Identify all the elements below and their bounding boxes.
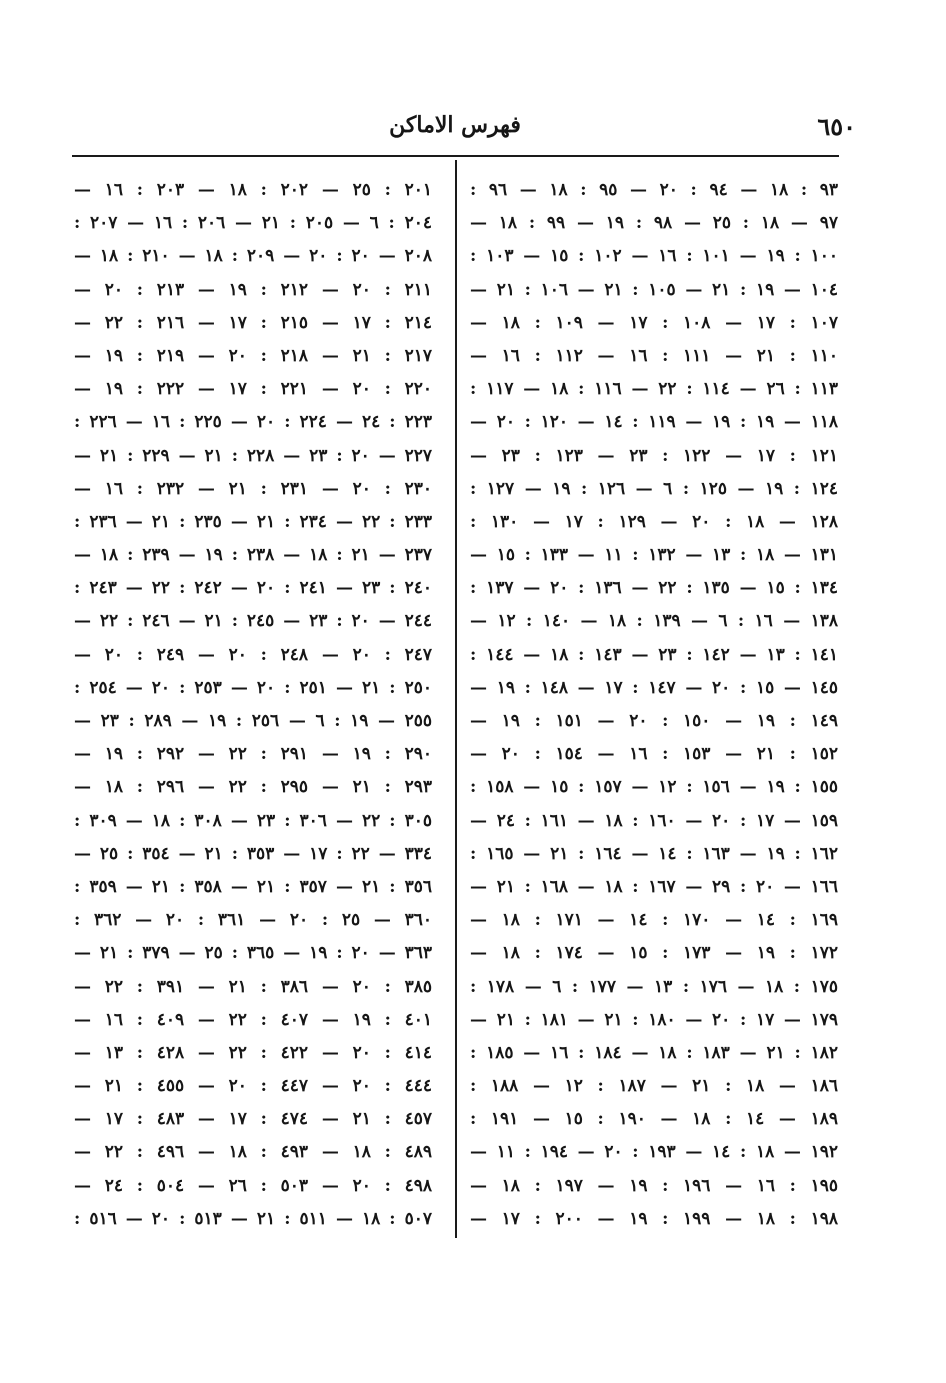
- index-line: ١٨٢ : ٢١ — ١٨٣ : ١٨ — ١٨٤ : ١٦ — ١٨٥ :: [470, 1042, 838, 1063]
- index-line: ٢٩٣ : ٢١ — ٢٩٥ : ٢٢ — ٢٩٦ : ١٨ —: [74, 777, 432, 798]
- index-line: ١٠٠ : ١٩ — ١٠١ : ١٦ — ١٠٢ : ١٥ — ١٠٣ :: [470, 246, 838, 267]
- index-line: ٢٩٠ : ١٩ — ٢٩١ : ٢٢ — ٢٩٢ : ١٩ —: [74, 744, 432, 765]
- page-title: فهرس الاماكن: [389, 112, 521, 138]
- index-line: ١٣١ — ١٨ : ١٣ — ١٣٢ : ١١ — ١٣٣ : ١٥ —: [470, 545, 838, 566]
- index-line: ٢٣٣ : ٢٢ — ٢٣٤ : ٢١ — ٢٣٥ : ٢١ — ٢٣٦ :: [74, 511, 432, 532]
- index-line: ٢٠١ : ٢٥ — ٢٠٢ : ١٨ — ٢٠٣ : ١٦ —: [74, 180, 432, 200]
- index-line: ١٣٤ : ١٥ — ١٣٥ : ٢٢ — ١٣٦ : ٢٠ — ١٣٧ :: [470, 578, 838, 599]
- index-line: ١٣٨ — ١٦ : ٦ — ١٣٩ : ١٨ — ١٤٠ : ١٢ —: [470, 611, 838, 632]
- index-line: ٤٨٩ : ١٨ — ٤٩٣ : ١٨ — ٤٩٦ : ٢٢ —: [74, 1142, 432, 1163]
- index-line: ١٩٢ — ١٨ : ١٤ — ١٩٣ : ٢٠ — ١٩٤ : ١١ —: [470, 1142, 838, 1163]
- index-line: ١٢١ : ١٧ — ١٢٢ : ٢٣ — ١٢٣ : ٢٣ —: [470, 445, 838, 466]
- index-line: ١٠٤ — ١٩ : ٢١ — ١٠٥ : ٢١ — ١٠٦ : ٢١ —: [470, 279, 838, 300]
- index-line: ٢٥٠ : ٢١ — ٢٥١ : ٢٠ — ٢٥٣ : ٢٠ — ٢٥٤ :: [74, 677, 432, 698]
- index-line: ٢٢٠ : ٢٠ — ٢٢١ : ١٧ — ٢٢٢ : ١٩ —: [74, 379, 432, 400]
- index-line: ١٦٦ — ٢٠ : ٢٩ — ١٦٧ : ١٨ — ١٦٨ : ٢١ —: [470, 876, 838, 897]
- index-line: ١٩٥ : ١٦ — ١٩٦ : ١٩ — ١٩٧ : ١٨ —: [470, 1175, 838, 1196]
- index-line: ١٧٥ : ١٨ — ١٧٦ : ١٣ — ١٧٧ : ٦ — ١٧٨ :: [470, 976, 838, 997]
- index-line: ١٩٨ : ١٨ — ١٩٩ : ١٩ — ٢٠٠ : ١٧ —: [470, 1208, 838, 1229]
- index-line: ١٤١ : ١٣ — ١٤٢ : ٢٣ — ١٤٣ : ١٨ — ١٤٤ :: [470, 644, 838, 665]
- index-line: ٣٠٥ : ٢٢ — ٣٠٦ : ٢٣ — ٣٠٨ : ١٨ — ٣٠٩ :: [74, 810, 432, 831]
- index-line: ٩٧ — ١٨ : ٢٥ — ٩٨ : ١٩ — ٩٩ : ١٨ —: [470, 213, 838, 234]
- index-line: ٢٤٠ : ٢٣ — ٢٤١ : ٢٠ — ٢٤٢ : ٢٢ — ٢٤٣ :: [74, 578, 432, 599]
- index-line: ٢٢٧ — ٢٠ : ٢٣ — ٢٢٨ : ٢١ — ٢٢٩ : ٢١ —: [74, 445, 433, 466]
- index-line: ٣٨٥ : ٢٠ — ٣٨٦ : ٢١ — ٣٩١ : ٢٢ —: [74, 976, 432, 997]
- index-line: ١٦٢ : ١٩ — ١٦٣ : ١٤ — ١٦٤ : ٢١ — ١٦٥ :: [470, 843, 838, 864]
- index-line: ٩٣ : ١٨ — ٩٤ : ٢٠ — ٩٥ : ١٨ — ٩٦ :: [470, 180, 838, 200]
- index-line: ٢١٤ : ١٧ — ٢١٥ : ١٧ — ٢١٦ : ٢٢ —: [74, 312, 432, 333]
- index-line: ١٢٤ : ١٩ — ١٢٥ : ٦ — ١٢٦ : ١٩ — ١٢٧ :: [470, 478, 838, 499]
- index-line: ٣٣٤ — ٢٢ : ١٧ — ٣٥٣ : ٢١ — ٣٥٤ : ٢٥ —: [74, 843, 433, 864]
- index-line: ١٥٢ : ٢١ — ١٥٣ : ١٦ — ١٥٤ : ٢٠ —: [470, 744, 838, 765]
- column-divider: [455, 160, 457, 1238]
- index-line: ٤٠١ : ١٩ — ٤٠٧ : ٢٢ — ٤٠٩ : ١٦ —: [74, 1009, 432, 1030]
- index-column-left: [74, 174, 432, 1236]
- index-line: ١٨٩ — ١٤ : ١٨ — ١٩٠ : ١٥ — ١٩١ :: [470, 1109, 838, 1130]
- index-line: ١٥٥ : ١٩ — ١٥٦ : ١٢ — ١٥٧ : ١٥ — ١٥٨ :: [470, 777, 838, 798]
- index-line: ١٦٩ : ١٤ — ١٧٠ : ١٤ — ١٧١ : ١٨ —: [470, 910, 838, 931]
- index-line: ٢٠٤ : ٦ — ٢٠٥ : ٢١ — ٢٠٦ : ١٦ — ٢٠٧ :: [74, 213, 432, 234]
- index-line: ٢٣٠ : ٢٠ — ٢٣١ : ٢١ — ٢٣٢ : ١٦ —: [74, 478, 432, 499]
- index-line: ٢٥٥ — ١٩ : ٦ — ٢٥٦ : ١٩ — ٢٨٩ : ٢٣ —: [74, 711, 432, 731]
- index-line: ٣٦٣ — ٢٠ : ١٩ — ٣٦٥ : ٢٥ — ٣٧٩ : ٢١ —: [74, 943, 433, 964]
- index-column-right: [470, 174, 838, 1236]
- index-line: ١١٠ : ٢١ — ١١١ : ١٦ — ١١٢ : ١٦ —: [470, 345, 838, 366]
- index-line: ٤٥٧ : ٢١ — ٤٧٤ : ١٧ — ٤٨٣ : ١٧ —: [74, 1109, 432, 1130]
- index-line: ١٧٩ — ١٧ : ٢٠ — ١٨٠ : ٢١ — ١٨١ : ٢١ —: [470, 1009, 838, 1030]
- index-line: ٢٤٧ : ٢٠ — ٢٤٨ : ٢٠ — ٢٤٩ : ٢٠ —: [74, 644, 432, 665]
- index-line: ٣٥٦ : ٢١ — ٣٥٧ : ٢١ — ٣٥٨ : ٢١ — ٣٥٩ :: [74, 876, 432, 897]
- index-line: ٣٦٠ — ٢٥ : ٢٠ — ٣٦١ : ٢٠ — ٣٦٢ :: [74, 910, 432, 931]
- index-line: ١١٣ : ٢٦ — ١١٤ : ٢٢ — ١١٦ : ١٨ — ١١٧ :: [470, 379, 838, 400]
- index-line: ١١٨ — ١٩ : ١٩ — ١١٩ : ١٤ — ١٢٠ : ٢٠ —: [470, 412, 838, 433]
- index-line: ١٤٩ : ١٩ — ١٥٠ : ٢٠ — ١٥١ : ١٩ —: [470, 711, 838, 731]
- header-rule: [72, 155, 839, 157]
- index-line: ٢١٧ : ٢١ — ٢١٨ : ٢٠ — ٢١٩ : ١٩ —: [74, 345, 432, 366]
- index-line: ١٤٥ — ١٥ : ٢٠ — ١٤٧ : ١٧ — ١٤٨ : ١٩ —: [470, 677, 838, 698]
- index-line: ٥٠٧ : ١٨ — ٥١١ : ٢١ — ٥١٣ : ٢٠ — ٥١٦ :: [74, 1208, 432, 1229]
- index-line: ١٥٩ — ١٧ : ٢٠ — ١٦٠ : ١٨ — ١٦١ : ٢٤ —: [470, 810, 838, 831]
- index-line: ١٠٧ : ١٧ — ١٠٨ : ١٧ — ١٠٩ : ١٨ —: [470, 312, 838, 333]
- index-line: ٢٢٣ : ٢٤ — ٢٢٤ : ٢٠ — ٢٢٥ : ١٦ — ٢٢٦ :: [74, 412, 432, 433]
- index-line: ٤٤٤ : ٢٠ — ٤٤٧ : ٢٠ — ٤٥٥ : ٢١ —: [74, 1076, 432, 1097]
- index-line: ٤١٤ : ٢٠ — ٤٢٢ : ٢٢ — ٤٢٨ : ١٣ —: [74, 1042, 432, 1063]
- index-line: ١٢٨ — ١٨ : ٢٠ — ١٢٩ : ١٧ — ١٣٠ :: [470, 511, 838, 532]
- index-line: ٤٩٨ : ٢٠ — ٥٠٣ : ٢٦ — ٥٠٤ : ٢٤ —: [74, 1175, 432, 1196]
- index-line: ١٨٦ — ١٨ : ٢١ — ١٨٧ : ١٢ — ١٨٨ :: [470, 1076, 838, 1097]
- page-number: ٦٥٠: [817, 112, 856, 141]
- index-line: ١٧٢ : ١٩ — ١٧٣ : ١٥ — ١٧٤ : ١٨ —: [470, 943, 838, 964]
- index-line: ٢٠٨ — ٢٠ : ٢٠ — ٢٠٩ : ١٨ — ٢١٠ : ١٨ —: [74, 246, 433, 267]
- index-line: ٢١١ : ٢٠ — ٢١٢ : ١٩ — ٢١٣ : ٢٠ —: [74, 279, 432, 300]
- index-line: ٢٣٧ — ٢١ : ١٨ — ٢٣٨ : ١٩ — ٢٣٩ : ١٨ —: [74, 545, 433, 566]
- index-line: ٢٤٤ — ٢٠ : ٢٣ — ٢٤٥ : ٢١ — ٢٤٦ : ٢٢ —: [74, 611, 433, 632]
